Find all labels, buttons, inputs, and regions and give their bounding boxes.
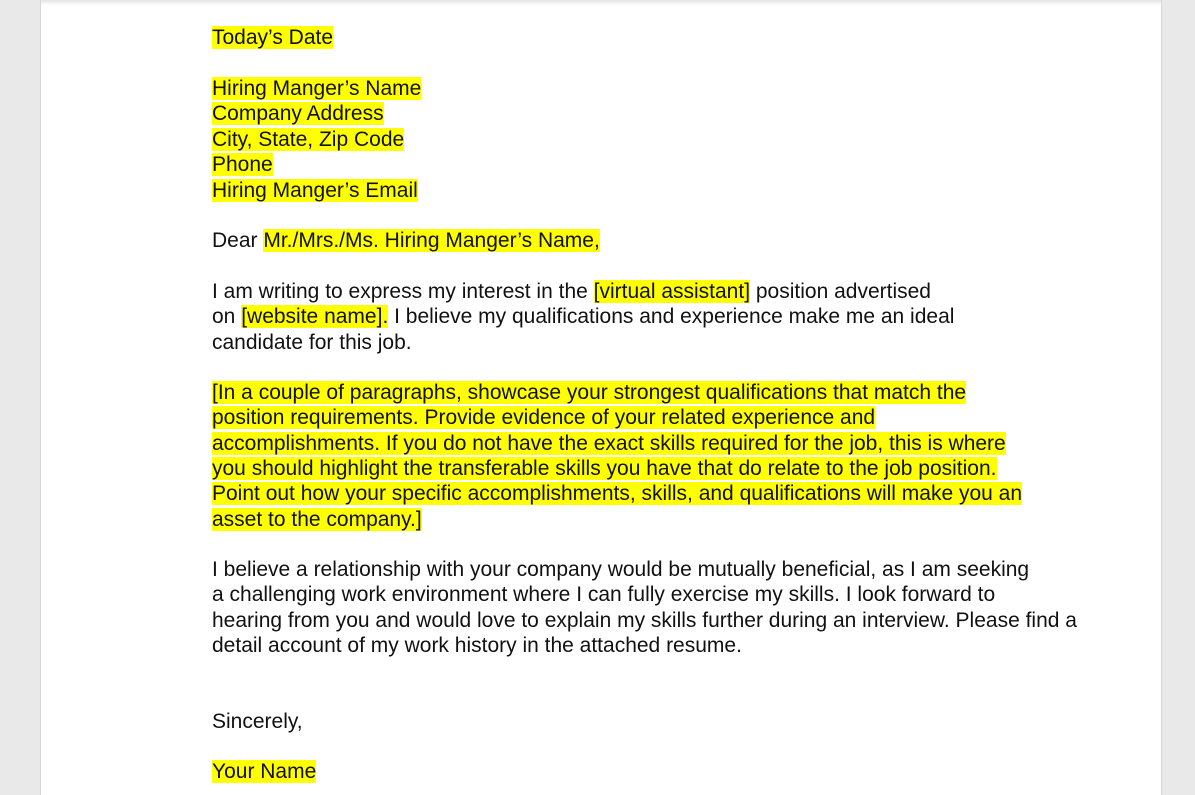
- recipient-email: [212, 178, 418, 203]
- salutation-text: Dear: [212, 229, 264, 252]
- recipient-city: [212, 127, 404, 152]
- website-placeholder: [website name].: [241, 305, 389, 328]
- body-placeholder-text: position requirements. Provide evidence of your related experience and: [212, 406, 876, 429]
- intro-text: I believe my qualifications and experience make me an ideal: [388, 305, 955, 328]
- recipient-email-text: Hiring Manger’s Email: [212, 179, 418, 202]
- recipient-address: [212, 101, 384, 126]
- intro-text: on: [212, 305, 242, 328]
- intro-text: position advertised: [750, 280, 931, 303]
- body-line: [212, 481, 1022, 506]
- recipient-address-text: Company Address: [212, 102, 384, 125]
- body-line: [212, 431, 1006, 456]
- signature-line: [212, 759, 316, 784]
- intro-line-2: [212, 304, 954, 329]
- closing-line: detail account of my work history in the attached resume.: [212, 634, 742, 657]
- recipient-city-text: City, State, Zip Code: [212, 128, 405, 151]
- body-placeholder-text: [In a couple of paragraphs, showcase your strongest qualifications that match the: [212, 381, 967, 404]
- document-page: [40, 0, 1162, 795]
- body-line: [212, 456, 997, 481]
- closing-line: hearing from you and would love to explain my skills further during an interview. Please find a: [212, 609, 1077, 632]
- body-line: [212, 405, 875, 430]
- body-line: [212, 507, 422, 532]
- recipient-name: [212, 76, 421, 101]
- salutation: [212, 228, 600, 253]
- body-placeholder-text: you should highlight the transferable skills you have that do relate to the job position.: [212, 457, 997, 480]
- recipient-name-text: Hiring Manger’s Name: [212, 77, 422, 100]
- closing-line: I believe a relationship with your company would be mutually beneficial, as I am seeking: [212, 558, 1030, 581]
- body-placeholder-text: asset to the company.]: [212, 508, 422, 531]
- body-placeholder-text: accomplishments. If you do not have the exact skills required for the job, this is where: [212, 432, 1006, 455]
- position-placeholder: [virtual assistant]: [593, 280, 751, 303]
- body-line: [212, 380, 966, 405]
- date-line: [212, 25, 333, 50]
- recipient-phone: [212, 152, 273, 177]
- intro-line-3: candidate for this job.: [212, 331, 412, 354]
- signoff: Sincerely,: [212, 710, 303, 733]
- signature-placeholder: Your Name: [212, 760, 317, 783]
- closing-line: a challenging work environment where I can fully exercise my skills. I look forward to: [212, 583, 996, 606]
- salutation-name: Mr./Mrs./Ms. Hiring Manger’s Name,: [263, 229, 600, 252]
- intro-line-1: [212, 279, 931, 304]
- body-placeholder-text: Point out how your specific accomplishments, skills, and qualifications will make you an: [212, 482, 1023, 505]
- date-placeholder: Today’s Date: [212, 26, 334, 49]
- intro-text: I am writing to express my interest in the: [212, 280, 594, 303]
- recipient-phone-text: Phone: [212, 153, 273, 176]
